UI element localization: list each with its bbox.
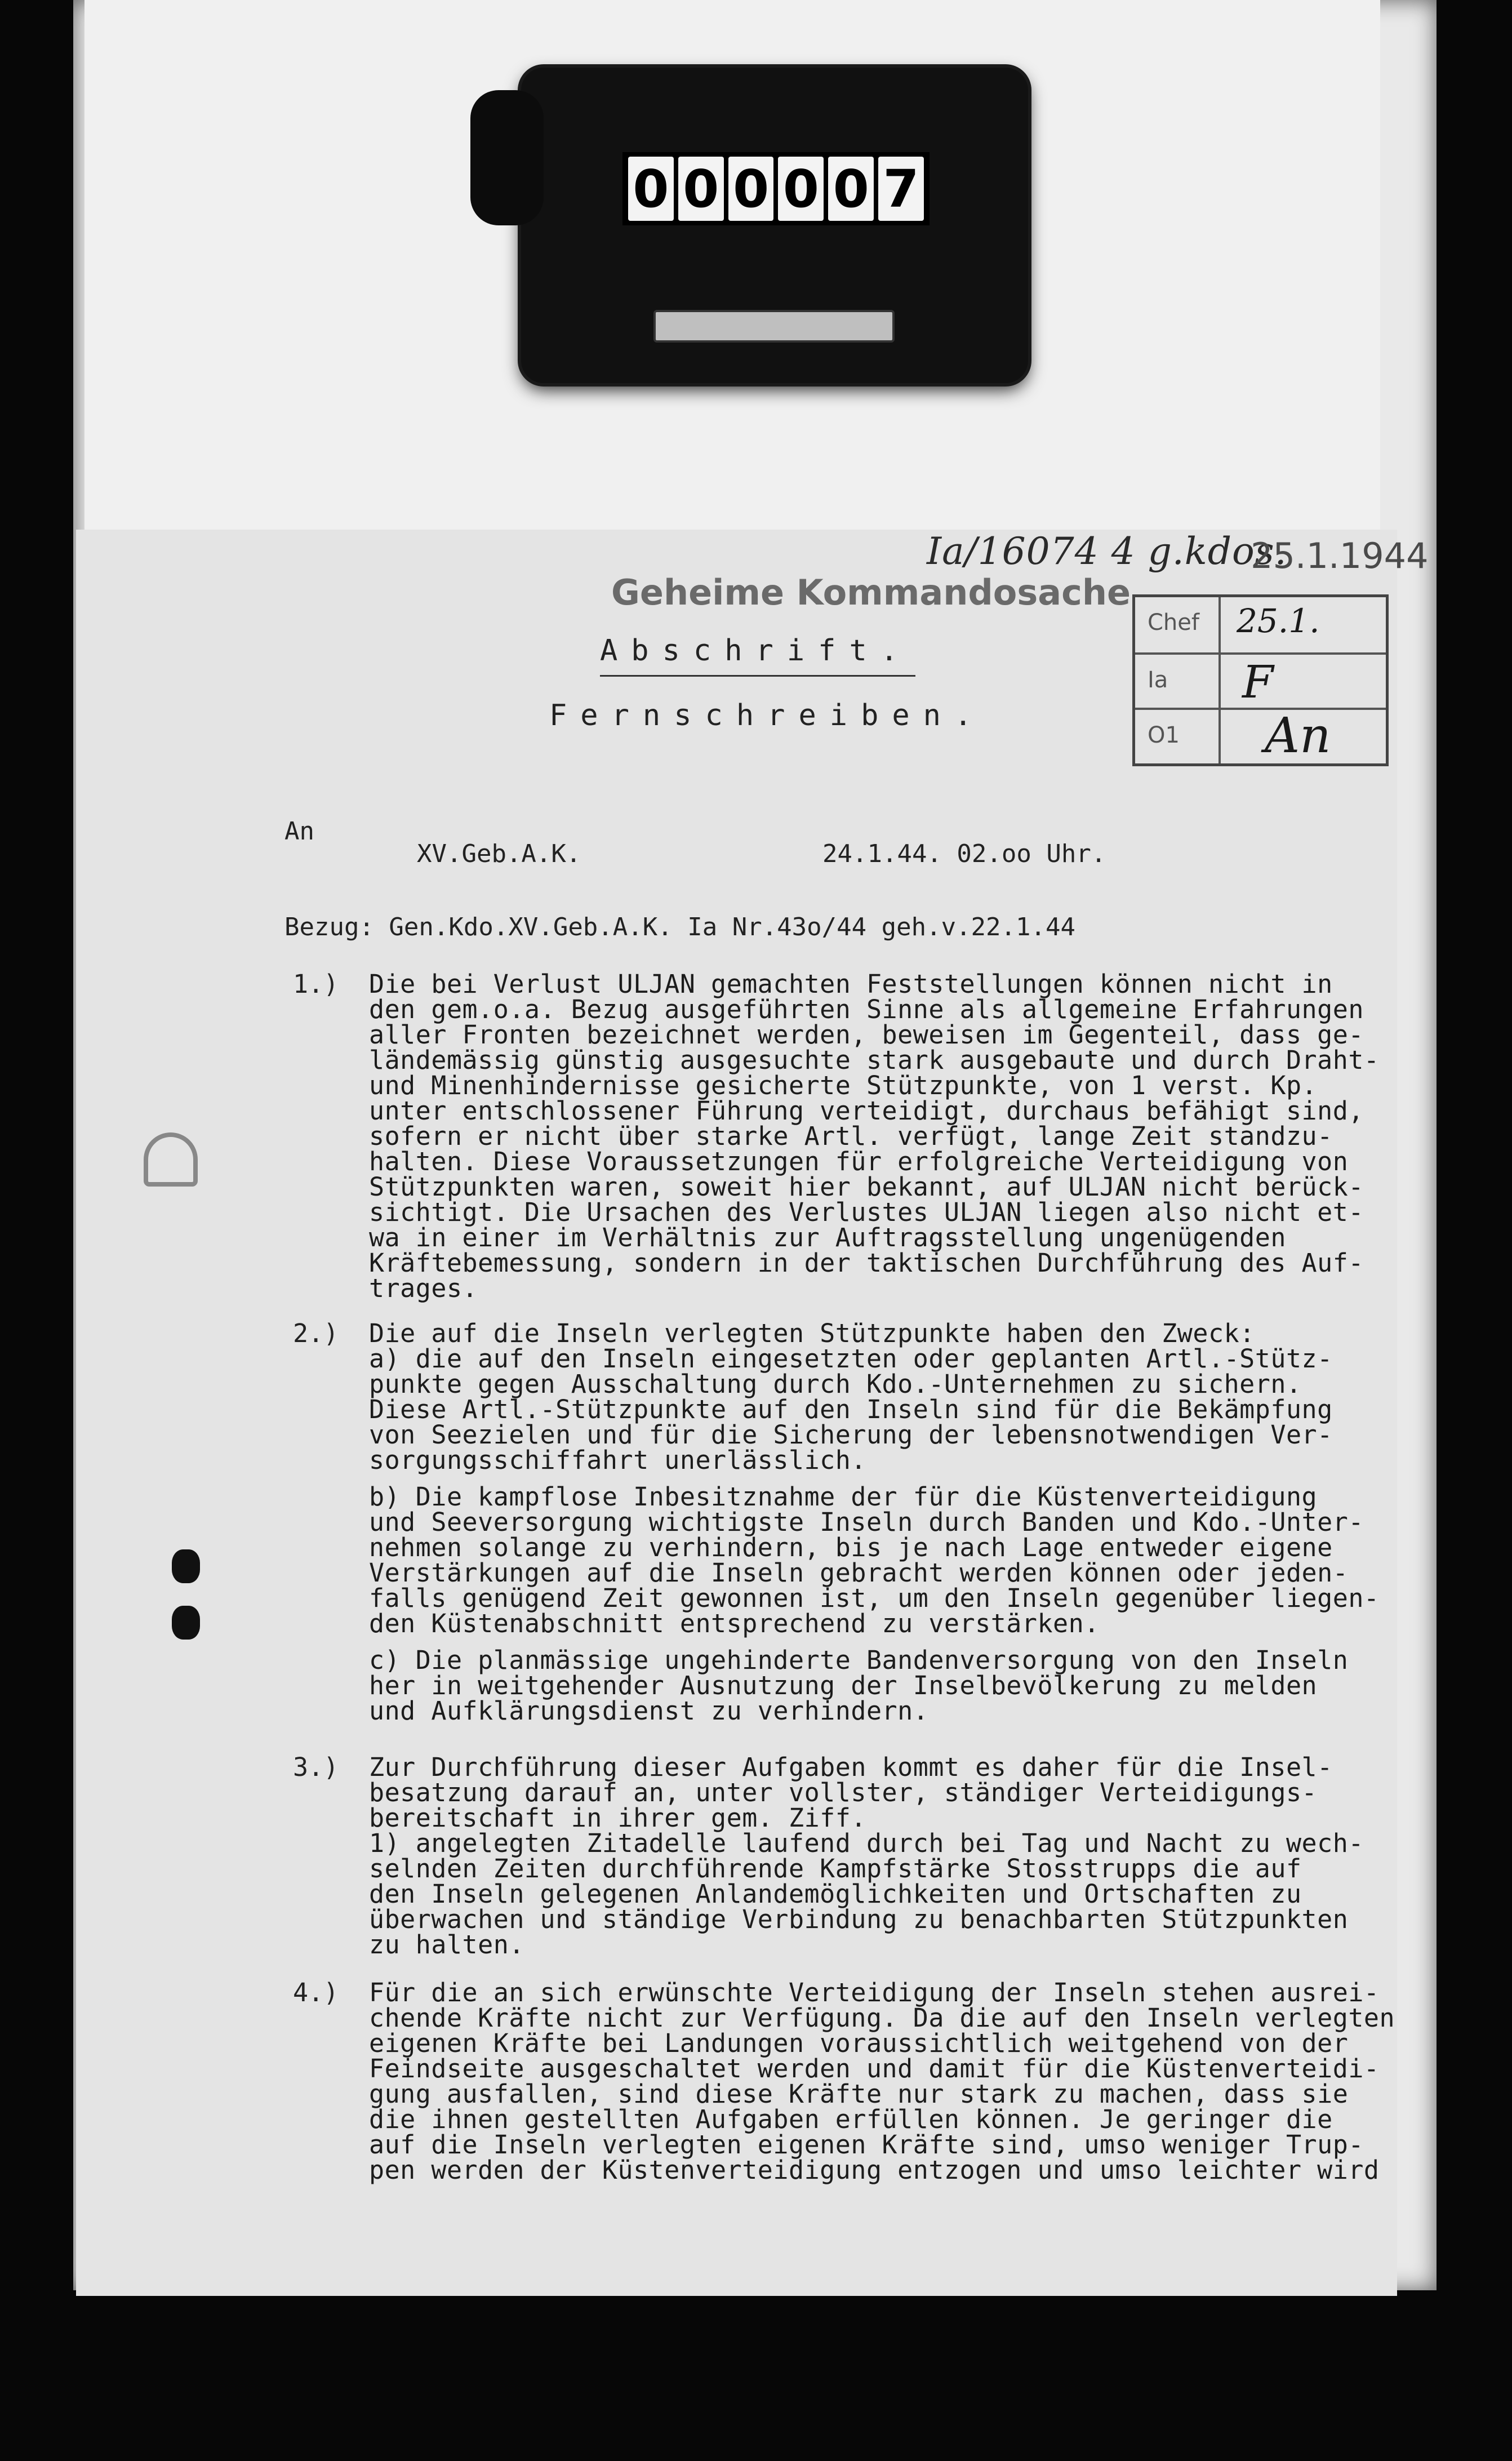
paragraph-line: punkte gegen Ausschaltung durch Kdo.-Unternehmen zu sichern.: [369, 1369, 1302, 1399]
paragraph-line: halten. Diese Voraussetzungen für erfolgreiche Verteidigung von: [369, 1147, 1349, 1176]
paragraph-line: aller Fronten bezeichnet werden, beweisen im Gegenteil, dass ge-: [369, 1020, 1364, 1050]
stamp-entry: An: [1265, 708, 1331, 764]
document-type: Fernschreiben.: [549, 699, 986, 732]
paragraph-line: wa in einer im Verhältnis zur Auftragsstellung ungenügenden: [369, 1223, 1286, 1252]
binder-hole: [172, 1549, 200, 1583]
paragraph-line: gung ausfallen, sind diese Kräfte nur stark zu machen, dass sie: [369, 2079, 1349, 2109]
stamp-entry: 25.1.: [1237, 602, 1320, 640]
paragraph-line: Die auf die Inseln verlegten Stützpunkte haben den Zweck:: [369, 1318, 1255, 1348]
paragraph-line: Die bei Verlust ULJAN gemachten Feststellungen können nicht in: [369, 969, 1333, 999]
counter-knob: [470, 90, 544, 225]
paragraph-line: sofern er nicht über starke Artl. verfügt, lange Zeit standzu-: [369, 1121, 1333, 1151]
counter-digits: [622, 152, 930, 225]
paragraph-number: 4.): [293, 1978, 339, 2007]
paragraph-line: sichtigt. Die Ursachen des Verlustes ULJAN liegen also nicht et-: [369, 1197, 1364, 1227]
counter-digit: 0: [628, 157, 674, 221]
routing-stamp: [1132, 594, 1389, 766]
counter-digit: 0: [728, 157, 774, 221]
paragraph-number: 3.): [293, 1752, 339, 1782]
to-label: An: [284, 817, 314, 846]
paragraph-line: chende Kräfte nicht zur Verfügung. Da die auf den Inseln verlegten: [369, 2003, 1395, 2033]
paragraph-line: pen werden der Küstenverteidigung entzogen und umso leichter wird: [369, 2155, 1380, 2185]
recipient: XV.Geb.A.K.: [417, 839, 581, 868]
stamp-row-ia: [1135, 652, 1386, 710]
paragraph-line: selnden Zeiten durchführende Kampfstärke Stosstrupps die auf: [369, 1854, 1302, 1883]
paragraph-line: c) Die planmässige ungehinderte Bandenversorgung von den Inseln: [369, 1645, 1349, 1675]
paragraph-line: Verstärkungen auf die Inseln gebracht werden können oder jeden-: [369, 1558, 1349, 1588]
paragraph-line: zu halten.: [369, 1930, 524, 1960]
title-underline: [600, 675, 915, 677]
stamp-row-o1: [1135, 708, 1386, 765]
typewritten-document: [76, 530, 1429, 2296]
counter-plate: [653, 310, 895, 343]
document-title: Abschrift.: [600, 634, 912, 668]
counter-digit: 0: [778, 157, 824, 221]
paragraph-number: 1.): [293, 969, 339, 999]
paragraph-line: Kräftebemessung, sondern in der taktischen Durchführung des Auf-: [369, 1248, 1364, 1278]
paragraph-number: 2.): [293, 1318, 339, 1348]
classification-stamp: Geheime Kommandosache: [611, 572, 1131, 613]
paragraph-line: den Inseln gelegenen Anlandemöglichkeiten und Ortschaften zu: [369, 1879, 1302, 1909]
stamp-label: O1: [1148, 722, 1180, 748]
counter-digit: 7: [878, 157, 924, 221]
paragraph-line: überwachen und ständige Verbindung zu benachbarten Stützpunkten: [369, 1904, 1349, 1934]
paragraph-line: unter entschlossener Führung verteidigt, durchaus befähigt sind,: [369, 1096, 1364, 1126]
paragraph-line: die ihnen gestellten Aufgaben erfüllen können. Je geringer die: [369, 2104, 1333, 2134]
paragraph-line: und Seeversorgung wichtigste Inseln durch Banden und Kdo.-Unter-: [369, 1507, 1364, 1537]
binder-hole: [172, 1606, 200, 1640]
counter-digit: 0: [678, 157, 724, 221]
paragraph-line: und Aufklärungsdienst zu verhindern.: [369, 1696, 929, 1726]
stamp-label: Ia: [1148, 667, 1168, 693]
paragraph-line: nehmen solange zu verhindern, bis je nach Lage entweder eigene: [369, 1532, 1333, 1562]
paragraph-line: eigenen Kräfte bei Landungen voraussichtlich weitgehend von der: [369, 2028, 1349, 2058]
paragraph-line: und Minenhindernisse gesicherte Stützpunkte, von 1 verst. Kp.: [369, 1070, 1318, 1100]
paragraph-line: 1) angelegten Zitadelle laufend durch bei Tag und Nacht zu wech-: [369, 1828, 1364, 1858]
received-date-stamp: 25.1.1944: [1251, 535, 1429, 576]
paragraph-line: den Küstenabschnitt entsprechend zu verstärken.: [369, 1609, 1100, 1638]
paragraph-line: falls genügend Zeit gewonnen ist, um den Inseln gegenüber liegen-: [369, 1583, 1380, 1613]
stamp-entry: F: [1242, 656, 1274, 708]
paragraph-line: her in weitgehender Ausnutzung der Inselbevölkerung zu melden: [369, 1671, 1318, 1700]
paragraph-line: a) die auf den Inseln eingesetzten oder geplanten Artl.-Stütz-: [369, 1344, 1333, 1374]
paragraph-line: Feindseite ausgeschaltet werden und damit für die Küstenverteidi-: [369, 2054, 1380, 2084]
paragraph-line: Stützpunkten waren, soweit hier bekannt, auf ULJAN nicht berück-: [369, 1172, 1364, 1202]
paragraph-line: auf die Inseln verlegten eigenen Kräfte sind, umso weniger Trup-: [369, 2130, 1364, 2160]
datetime: 24.1.44. 02.oo Uhr.: [822, 839, 1106, 868]
paragraph-line: ländemässig günstig ausgesuchte stark ausgebaute und durch Draht-: [369, 1045, 1380, 1075]
counter-digit: 0: [828, 157, 874, 221]
paragraph-line: Für die an sich erwünschte Verteidigung der Inseln stehen ausrei-: [369, 1978, 1380, 2007]
paragraph-line: b) Die kampflose Inbesitznahme der für die Küstenverteidigung: [369, 1482, 1318, 1512]
stamp-row-chef: [1135, 597, 1386, 652]
paragraph-line: sorgungsschiffahrt unerlässlich.: [369, 1445, 866, 1475]
paragraph-line: den gem.o.a. Bezug ausgeführten Sinne als allgemeine Erfahrungen: [369, 994, 1364, 1024]
frame-counter-device: [521, 68, 1028, 383]
paragraph-line: Diese Artl.-Stützpunkte auf den Inseln sind für die Bekämpfung: [369, 1394, 1333, 1424]
reference-line: Bezug: Gen.Kdo.XV.Geb.A.K. Ia Nr.43o/44 geh.v.22.1.44: [284, 913, 1075, 941]
handwritten-reference: Ia/16074 4 g.kdos.: [927, 530, 1287, 573]
paragraph-line: von Seezielen und für die Sicherung der lebensnotwendigen Ver-: [369, 1420, 1333, 1450]
stamp-label: Chef: [1148, 610, 1199, 636]
paragraph-line: besatzung darauf an, unter vollster, ständiger Verteidigungs-: [369, 1778, 1318, 1807]
paragraph-line: bereitschaft in ihrer gem. Ziff.: [369, 1803, 866, 1833]
paragraph-line: trages.: [369, 1273, 478, 1303]
punch-mark: [144, 1132, 198, 1187]
paragraph-line: Zur Durchführung dieser Aufgaben kommt es daher für die Insel-: [369, 1752, 1333, 1782]
